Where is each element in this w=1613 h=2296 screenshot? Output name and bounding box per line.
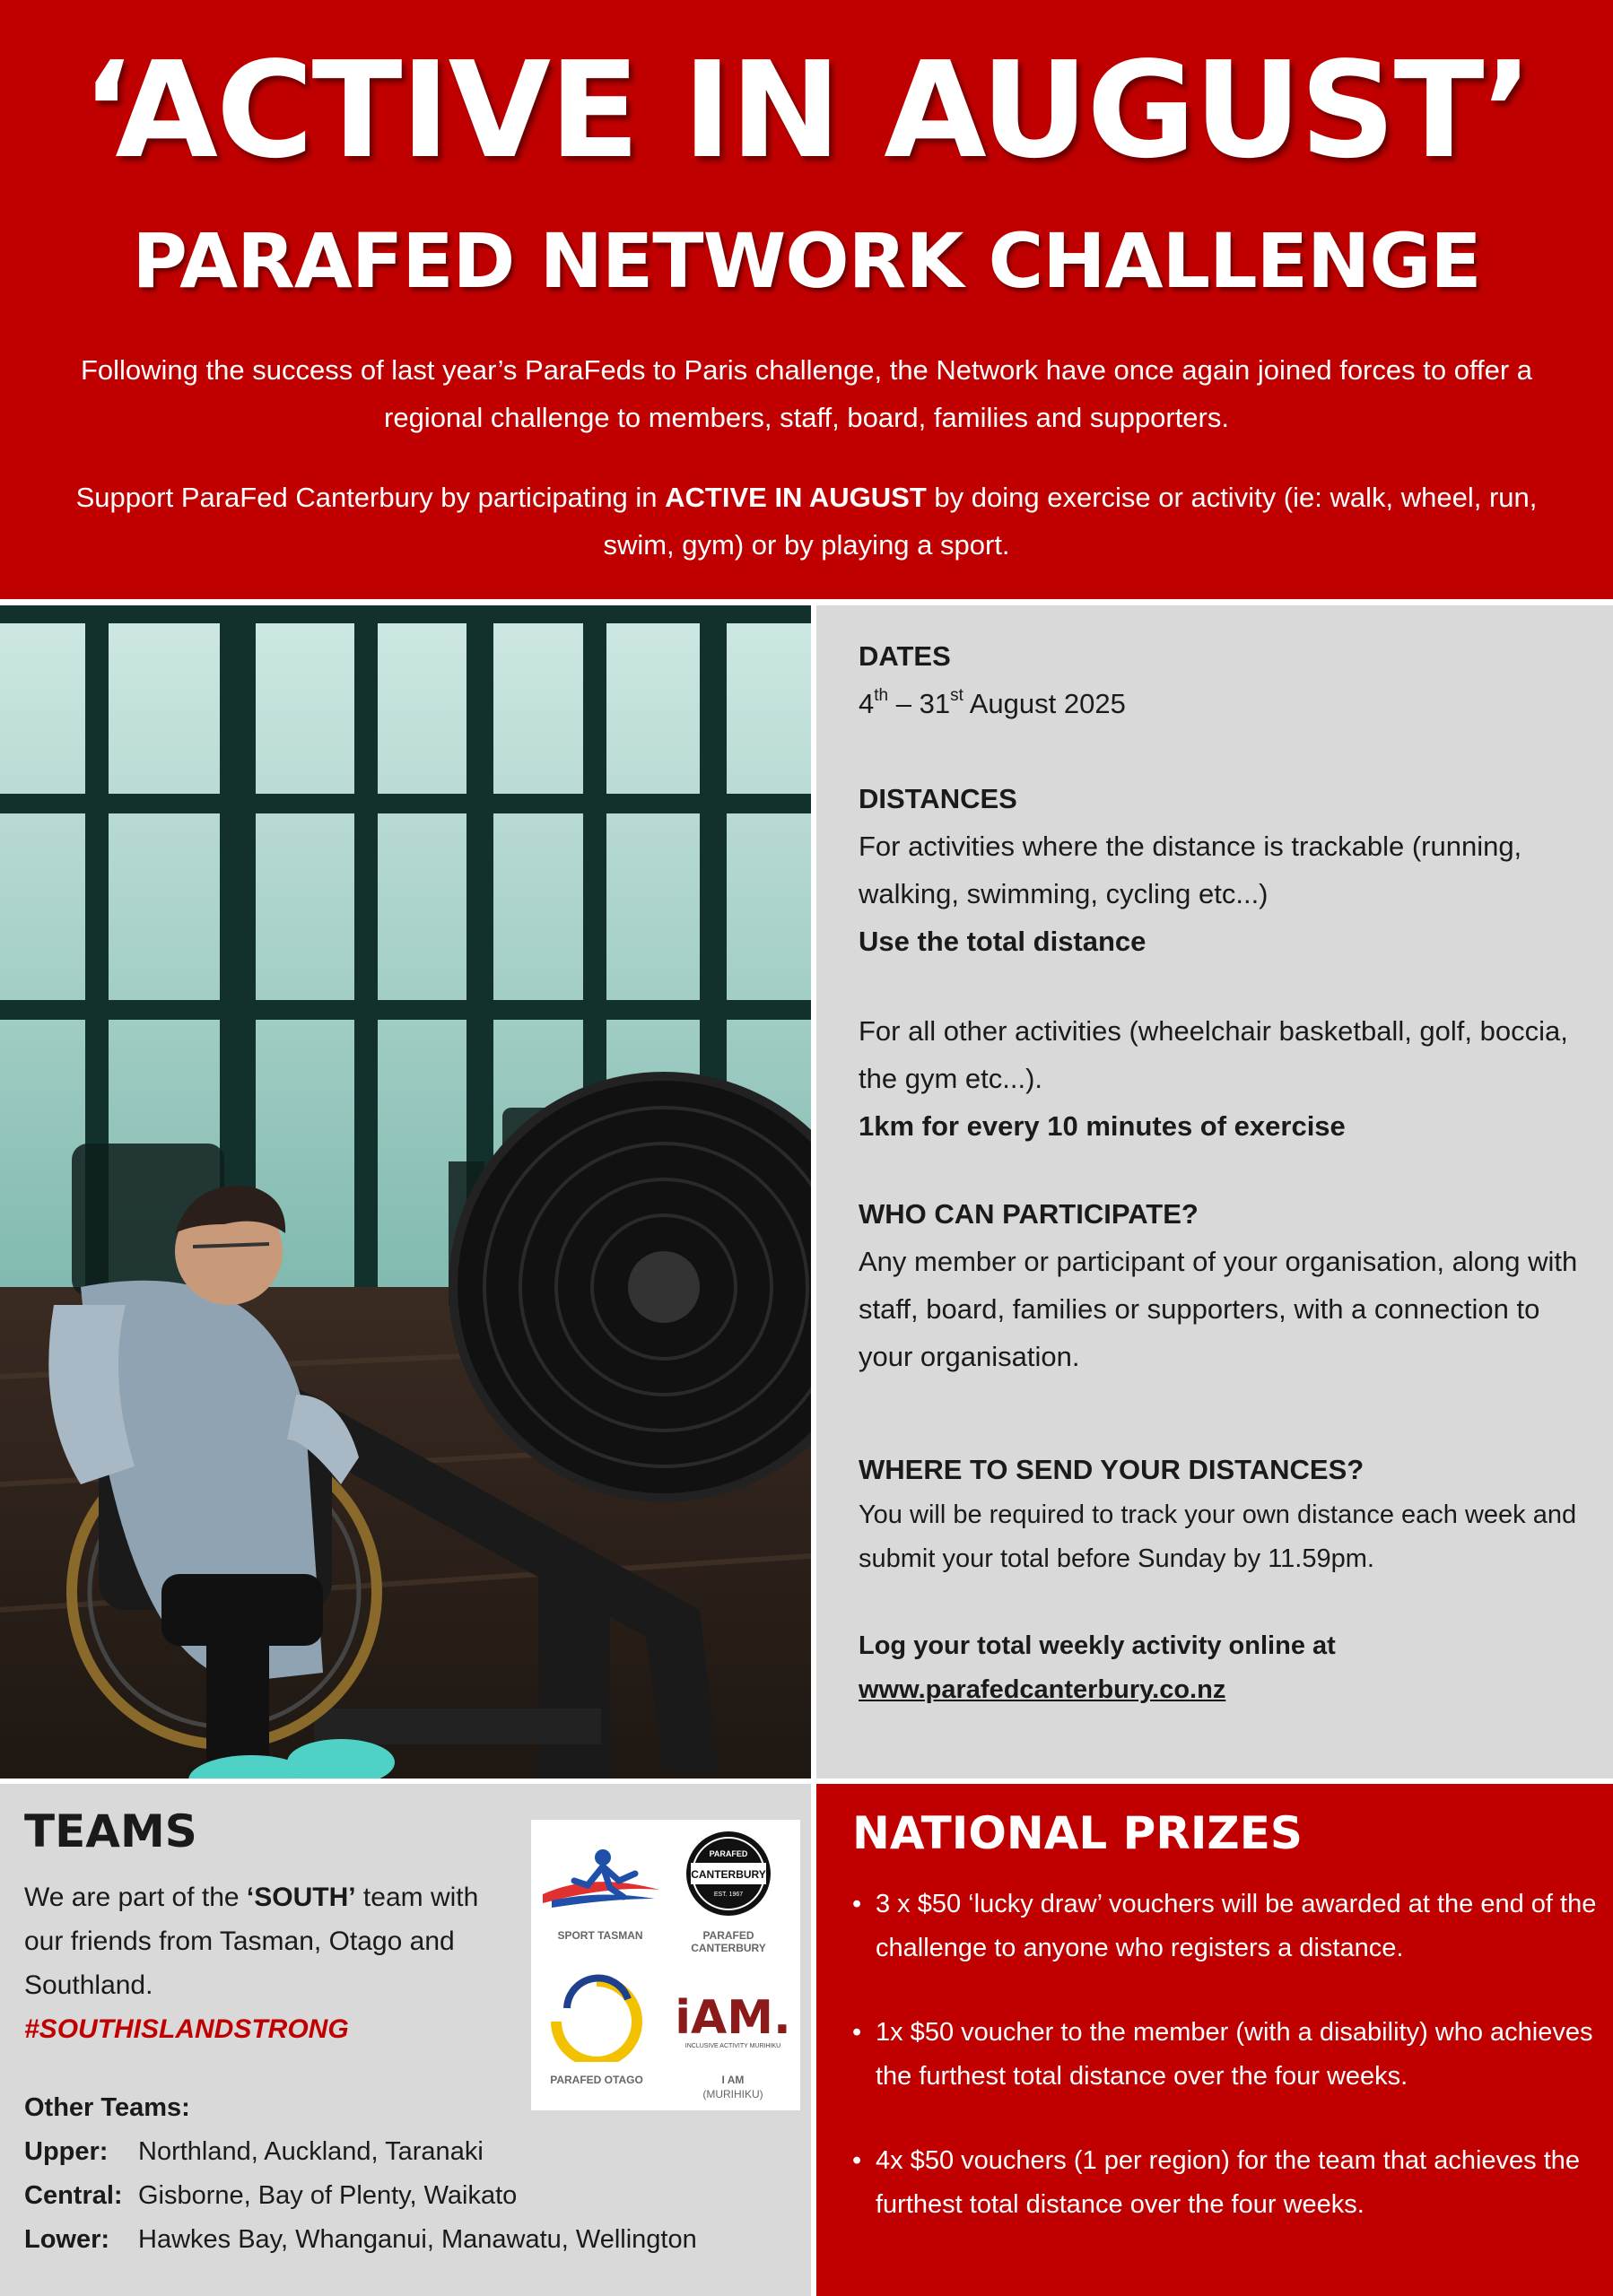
team-region: Upper: [24, 2137, 109, 2166]
distances-section [859, 775, 1594, 1150]
prizes-section [816, 1784, 1613, 2296]
distances-trackable-text: For activities where the distance is trackable (running, walking, swimming, cycling etc...) [859, 831, 1522, 909]
dates-end-suffix: st [950, 686, 963, 705]
sport-tasman-caption: SPORT TASMAN [557, 1929, 643, 1942]
dates-section [859, 632, 1594, 727]
distances-other-rule: 1km for every 10 minutes of exercise [859, 1110, 1346, 1142]
info-panel [816, 605, 1613, 1779]
dates-start: 4 [859, 688, 875, 719]
support-text-start: Support ParaFed Canterbury by participating in [75, 482, 666, 513]
prize-item: • 1x $50 voucher to the member (with a disability) who achieves the furthest total distance over the four weeks. [852, 2011, 1597, 2099]
who-section [859, 1190, 1594, 1380]
iam-mark: iAM. [675, 1991, 791, 2045]
partner-logos [531, 1820, 800, 2110]
canterbury-seal-top: PARAFED [709, 1849, 748, 1858]
hashtag: #SOUTHISLANDSTRONG [24, 2014, 349, 2044]
team-region: Central: [24, 2181, 123, 2210]
other-teams-heading: Other Teams: [24, 2093, 190, 2122]
teams-description [24, 1875, 509, 2007]
canterbury-seal-est: EST. 1967 [713, 1892, 744, 1898]
header-banner [0, 0, 1613, 599]
wheelchair-athlete-photo [0, 605, 811, 1779]
teams-desc-start: We are part of the [24, 1883, 247, 1912]
prize-item: • 4x $50 vouchers (1 per region) for the team that achieves the furthest total distance over the four weeks. [852, 2139, 1597, 2227]
prizes-title: NATIONAL PRIZES [852, 1807, 1303, 1859]
support-paragraph [72, 474, 1541, 569]
log-text: Log your total weekly activity online at [859, 1631, 1336, 1660]
dates-value [859, 680, 1594, 727]
sport-tasman-logo [538, 1845, 664, 1917]
support-text-end: by doing exercise or activity (ie: walk, wheel, run, swim, gym) or by playing a sport. [603, 482, 1538, 561]
where-heading: WHERE TO SEND YOUR DISTANCES? [859, 1454, 1365, 1485]
dates-end: August 2025 [963, 688, 1126, 719]
main-title: ‘ACTIVE IN AUGUST’ [82, 33, 1531, 187]
teams-desc-end: team with our friends from Tasman, Otago and Southland. [24, 1883, 479, 2000]
iam-tagline: INCLUSIVE ACTIVITY MURIHIKU [684, 2043, 781, 2049]
where-text: You will be required to track your own distance each week and submit your total before Sunday by 11.59pm. [859, 1500, 1577, 1573]
parafed-otago-logo [547, 1972, 646, 2062]
distances-heading: DISTANCES [859, 783, 1017, 814]
dates-mid: – 31 [888, 688, 951, 719]
who-heading: WHO CAN PARTICIPATE? [859, 1198, 1199, 1230]
iam-logo [675, 1990, 791, 2053]
log-section [859, 1624, 1594, 1712]
dates-heading: DATES [859, 640, 951, 672]
parafed-canterbury-caption: PARAFED CANTERBURY [691, 1929, 766, 1954]
team-row-upper [24, 2130, 796, 2174]
parafed-canterbury-logo [684, 1829, 773, 1918]
team-region: Lower: [24, 2225, 110, 2254]
canterbury-seal-main: CANTERBURY [691, 1868, 766, 1881]
team-members: Gisborne, Bay of Plenty, Waikato [138, 2181, 518, 2210]
where-section [859, 1446, 1594, 1581]
distances-trackable-rule: Use the total distance [859, 926, 1147, 957]
iam-subcaption: (MURIHIKU) [702, 2088, 763, 2100]
prize-item: • 3 x $50 ‘lucky draw’ vouchers will be awarded at the end of the challenge to anyone who registers a distance. [852, 1883, 1597, 1970]
intro-paragraph: Following the success of last year’s ParaFeds to Paris challenge, the Network have once again joined forces to offer a regional challenge to members, staff, board, families and supporters. [80, 354, 1533, 433]
parafed-otago-caption: PARAFED OTAGO [550, 2074, 643, 2086]
distances-other-text: For all other activities (wheelchair basketball, golf, boccia, the gym etc...). [859, 1015, 1568, 1094]
iam-caption: I AM [721, 2074, 745, 2086]
team-members: Hawkes Bay, Whanganui, Manawatu, Wellington [138, 2225, 697, 2254]
team-row-central [24, 2174, 796, 2218]
website-link[interactable]: www.parafedcanterbury.co.nz [859, 1675, 1226, 1704]
teams-title: TEAMS [24, 1805, 197, 1857]
sub-title: PARAFED NETWORK CHALLENGE [132, 217, 1481, 305]
who-text: Any member or participant of your organisation, along with staff, board, families or supporters, with a connection to your organisation. [859, 1246, 1578, 1372]
teams-desc-team: ‘SOUTH’ [246, 1883, 356, 1912]
team-members: Northland, Auckland, Taranaki [138, 2137, 484, 2166]
team-row-lower [24, 2218, 796, 2262]
teams-section [0, 1784, 811, 2296]
gym-scene-illustration [0, 605, 811, 1779]
support-text-highlight: ACTIVE IN AUGUST [665, 482, 927, 513]
dates-start-suffix: th [874, 686, 889, 705]
